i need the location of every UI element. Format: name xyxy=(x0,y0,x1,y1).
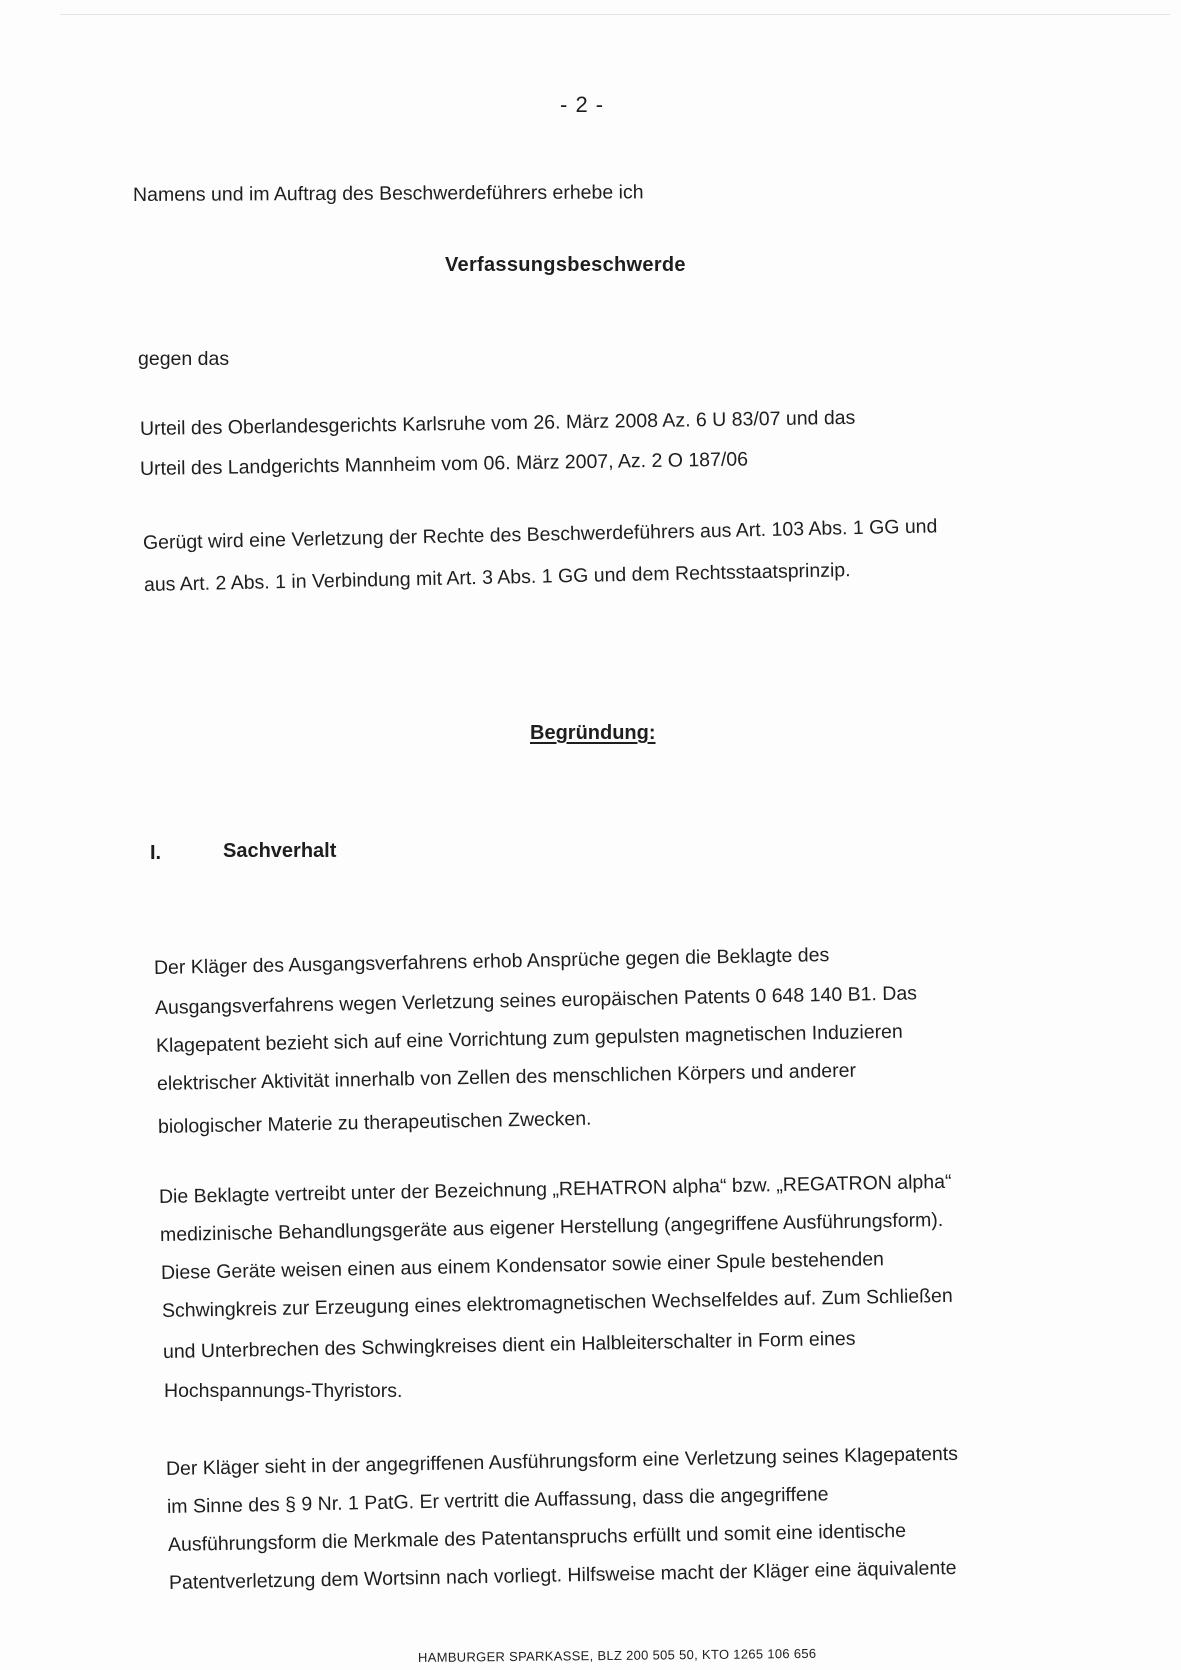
section-number: I. xyxy=(150,842,162,864)
paragraph-2-line-3: Diese Geräte weisen einen aus einem Kondensator sowie einer Spule bestehenden xyxy=(160,1248,885,1284)
paragraph-1-line-5: biologischer Materie zu therapeutischen Zwecken. xyxy=(157,1107,592,1138)
judgment-line-1: Urteil des Oberlandesgerichts Karlsruhe vom 26. März 2008 Az. 6 U 83/07 und das xyxy=(139,406,856,440)
scan-edge-line xyxy=(60,14,1170,15)
paragraph-3-line-2: im Sinne des § 9 Nr. 1 PatG. Er vertritt die Auffassung, dass die angegriffene xyxy=(166,1483,829,1518)
section-title: Sachverhalt xyxy=(223,840,337,862)
paragraph-3-line-4: Patentverletzung dem Wortsinn nach vorliegt. Hilfsweise macht der Kläger eine äquivalente xyxy=(168,1556,957,1594)
paragraph-3-line-1: Der Kläger sieht in der angegriffenen Ausführungsform eine Verletzung seines Klagepatents xyxy=(165,1442,959,1480)
paragraph-2-line-4: Schwingkreis zur Erzeugung eines elektromagnetischen Wechselfeldes auf. Zum Schließen xyxy=(161,1284,953,1322)
reason-heading: Begründung: xyxy=(530,722,656,744)
page-number: - 2 - xyxy=(560,92,605,117)
paragraph-2-line-6: Hochspannungs-Thyristors. xyxy=(164,1380,403,1402)
complaint-line-2: aus Art. 2 Abs. 1 in Verbindung mit Art. 3 Abs. 1 GG und dem Rechtsstaatsprinzip. xyxy=(143,559,851,596)
judgment-line-2: Urteil des Landgerichts Mannheim vom 06. März 2007, Az. 2 O 187/06 xyxy=(139,448,749,480)
intro-text: Namens und im Auftrag des Beschwerdeführers erhebe ich xyxy=(132,181,644,206)
paragraph-2-line-5: und Unterbrechen des Schwingkreises dient ein Halbleiterschalter in Form eines xyxy=(162,1327,856,1363)
paragraph-1-line-2: Ausgangsverfahrens wegen Verletzung seines europäischen Patents 0 648 140 B1. Das xyxy=(154,982,918,1019)
paragraph-1-line-4: elektrischer Aktivität innerhalb von Zellen des menschlichen Körpers und anderer xyxy=(156,1059,857,1095)
complaint-line-1: Gerügt wird eine Verletzung der Rechte des Beschwerdeführers aus Art. 103 Abs. 1 GG und xyxy=(142,515,938,554)
paragraph-3-line-3: Ausführungsform die Merkmale des Patentanspruchs erfüllt und somit eine identische xyxy=(167,1519,907,1556)
document-title: Verfassungsbeschwerde xyxy=(445,254,686,276)
bank-footer: HAMBURGER SPARKASSE, BLZ 200 505 50, KTO 1265 106 656 xyxy=(417,1645,817,1665)
against-text: gegen das xyxy=(138,348,230,370)
paragraph-1-line-3: Klagepatent bezieht sich auf eine Vorrichtung zum gepulsten magnetischen Induzieren xyxy=(155,1020,903,1057)
paragraph-1-line-1: Der Kläger des Ausgangsverfahrens erhob Ansprüche gegen die Beklagte des xyxy=(153,944,830,979)
paragraph-2-line-2: medizinische Behandlungsgeräte aus eigener Herstellung (angegriffene Ausführungsform). xyxy=(159,1208,944,1246)
paragraph-2-line-1: Die Beklagte vertreibt unter der Bezeichnung „REHATRON alpha“ bzw. „REGATRON alpha“ xyxy=(158,1170,952,1208)
